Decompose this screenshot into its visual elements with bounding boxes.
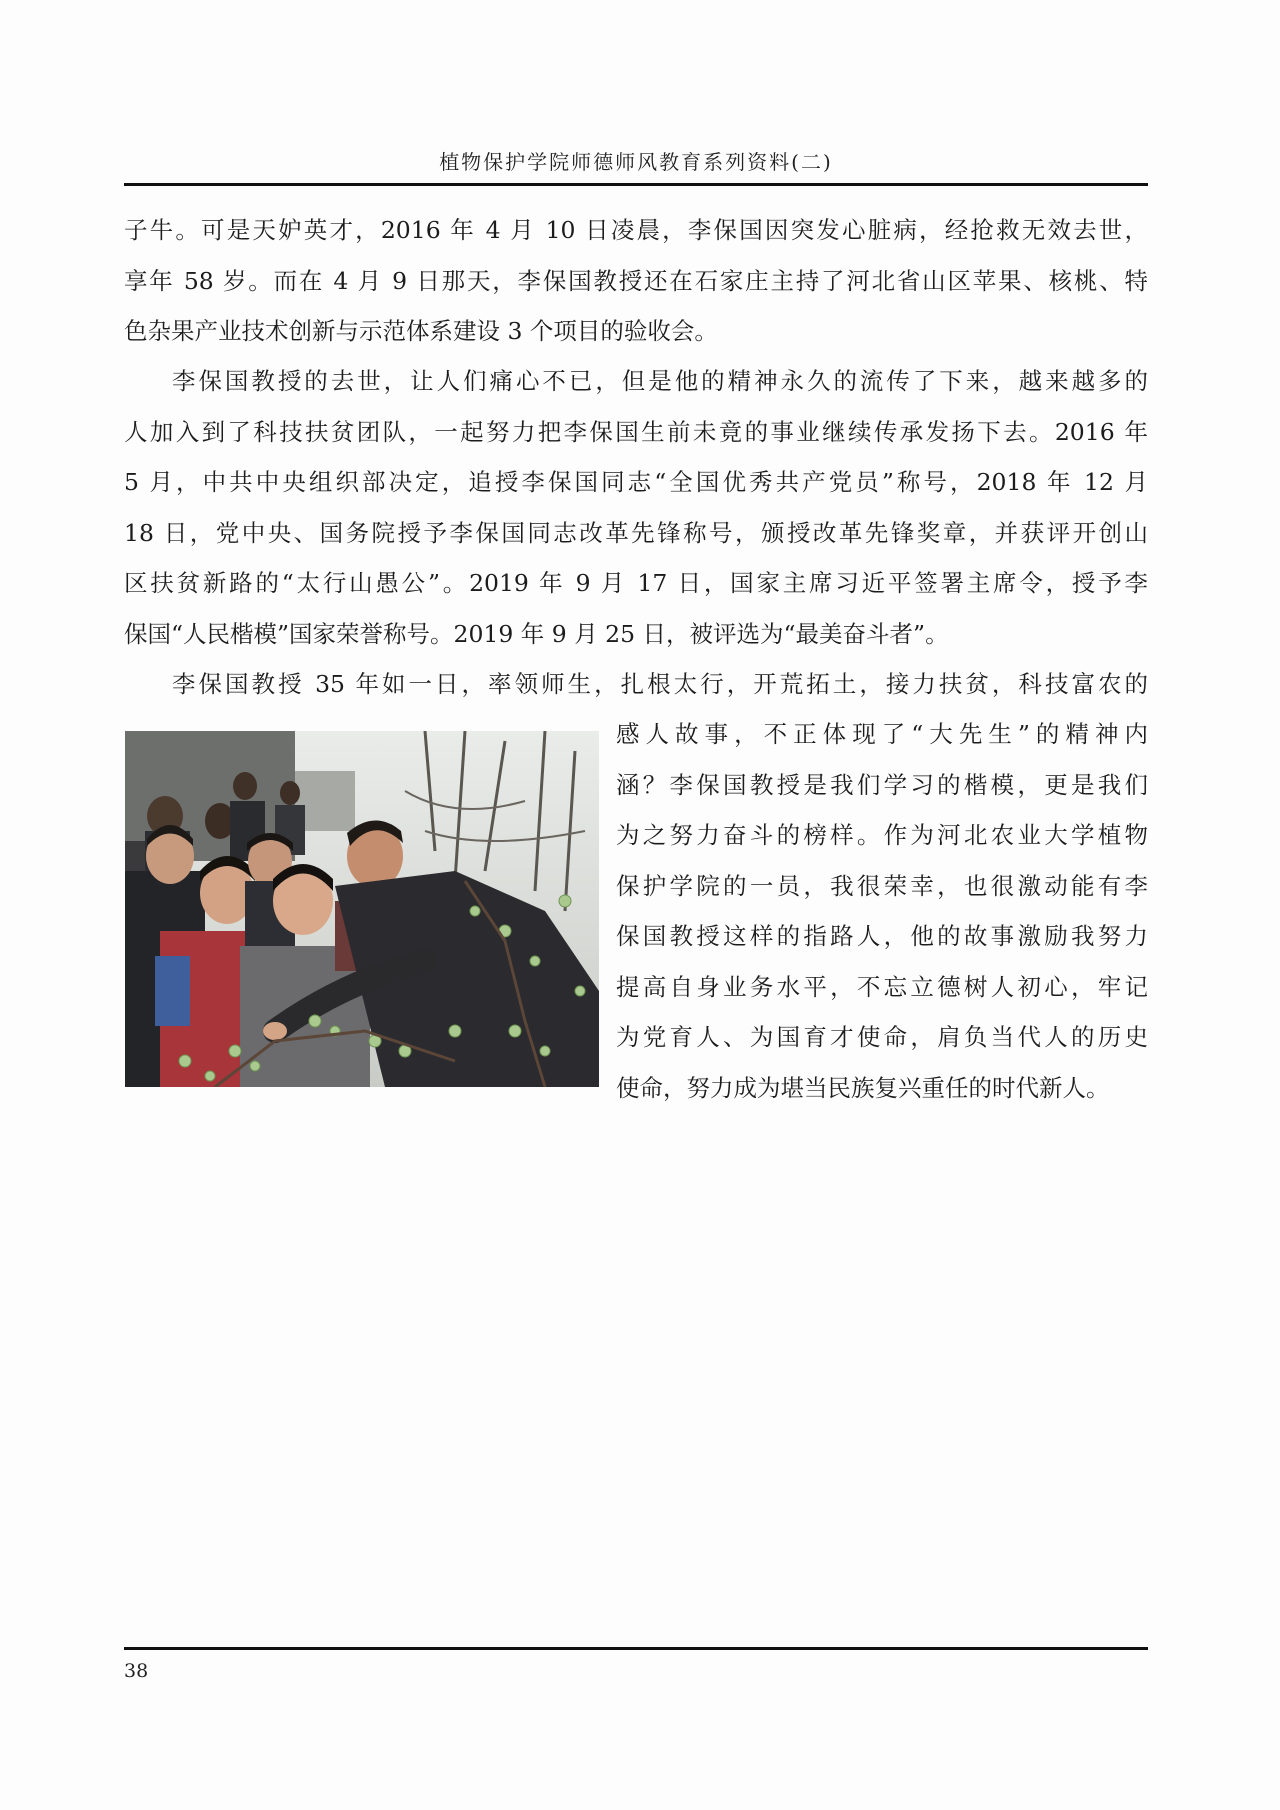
paragraph-3-wrapped xyxy=(616,709,1148,1113)
text-line: 李保国教授 35 年如一日，率领师生，扎根太行，开荒拓土，接力扶贫，科技富农的 xyxy=(172,670,1148,698)
text-line: 子牛。可是天妒英才，2016 年 4 月 10 日凌晨，李保国因突发心脏病，经抢救无效去世， xyxy=(124,216,1148,244)
text-line: 李保国教授的去世，让人们痛心不已，但是他的精神永久的流传了下来，越来越多的 xyxy=(172,367,1148,395)
text-line: 为党育人、为国育才使命，肩负当代人的历史 xyxy=(616,1023,1148,1051)
text-line: 人加入到了科技扶贫团队，一起努力把李保国生前未竟的事业继续传承发扬下去。2016 年 xyxy=(124,417,1148,446)
text-line: 为之努力奋斗的榜样。作为河北农业大学植物 xyxy=(616,821,1148,849)
text-line: 18 日，党中央、国务院授予李保国同志改革先锋称号，颁授改革先锋奖章，并获评开创山 xyxy=(124,518,1148,547)
text-line: 提高自身业务水平，不忘立德树人初心，牢记 xyxy=(616,972,1148,1001)
text-line: 保国教授这样的指路人，他的故事激励我努力 xyxy=(616,922,1148,950)
page-number: 38 xyxy=(124,1660,149,1682)
footer-divider xyxy=(124,1647,1148,1650)
text-line: 涵？李保国教授是我们学习的楷模，更是我们 xyxy=(616,770,1148,799)
paragraph-3-first-line xyxy=(124,659,1148,710)
text-line: 保国“人民楷模”国家荣誉称号。2019 年 9 月 25 日，被评选为“最美奋斗者”。 xyxy=(124,619,949,648)
paragraph-2 xyxy=(124,356,1148,659)
text-line: 色杂果产业技术创新与示范体系建设 3 个项目的验收会。 xyxy=(124,317,718,345)
text-line: 5 月，中共中央组织部决定，追授李保国同志“全国优秀共产党员”称号，2018 年 12 月 xyxy=(124,468,1148,496)
text-line: 享年 58 岁。而在 4 月 9 日那天，李保国教授还在石家庄主持了河北省山区苹果、核桃、特 xyxy=(124,266,1148,295)
text-line: 使命，努力成为堪当民族复兴重任的时代新人。 xyxy=(616,1073,1110,1102)
text-line: 感人故事，不正体现了“大先生”的精神内 xyxy=(616,720,1148,748)
text-line: 区扶贫新路的“太行山愚公”。2019 年 9 月 17 日，国家主席习近平签署主席令，授予李 xyxy=(124,569,1148,597)
running-header: 植物保护学院师德师风教育系列资料(二) xyxy=(439,150,833,174)
header-divider xyxy=(124,183,1148,186)
orchard-photo xyxy=(125,731,599,1087)
text-line: 保护学院的一员，我很荣幸，也很激动能有李 xyxy=(616,871,1148,900)
paragraph-1 xyxy=(124,205,1148,357)
